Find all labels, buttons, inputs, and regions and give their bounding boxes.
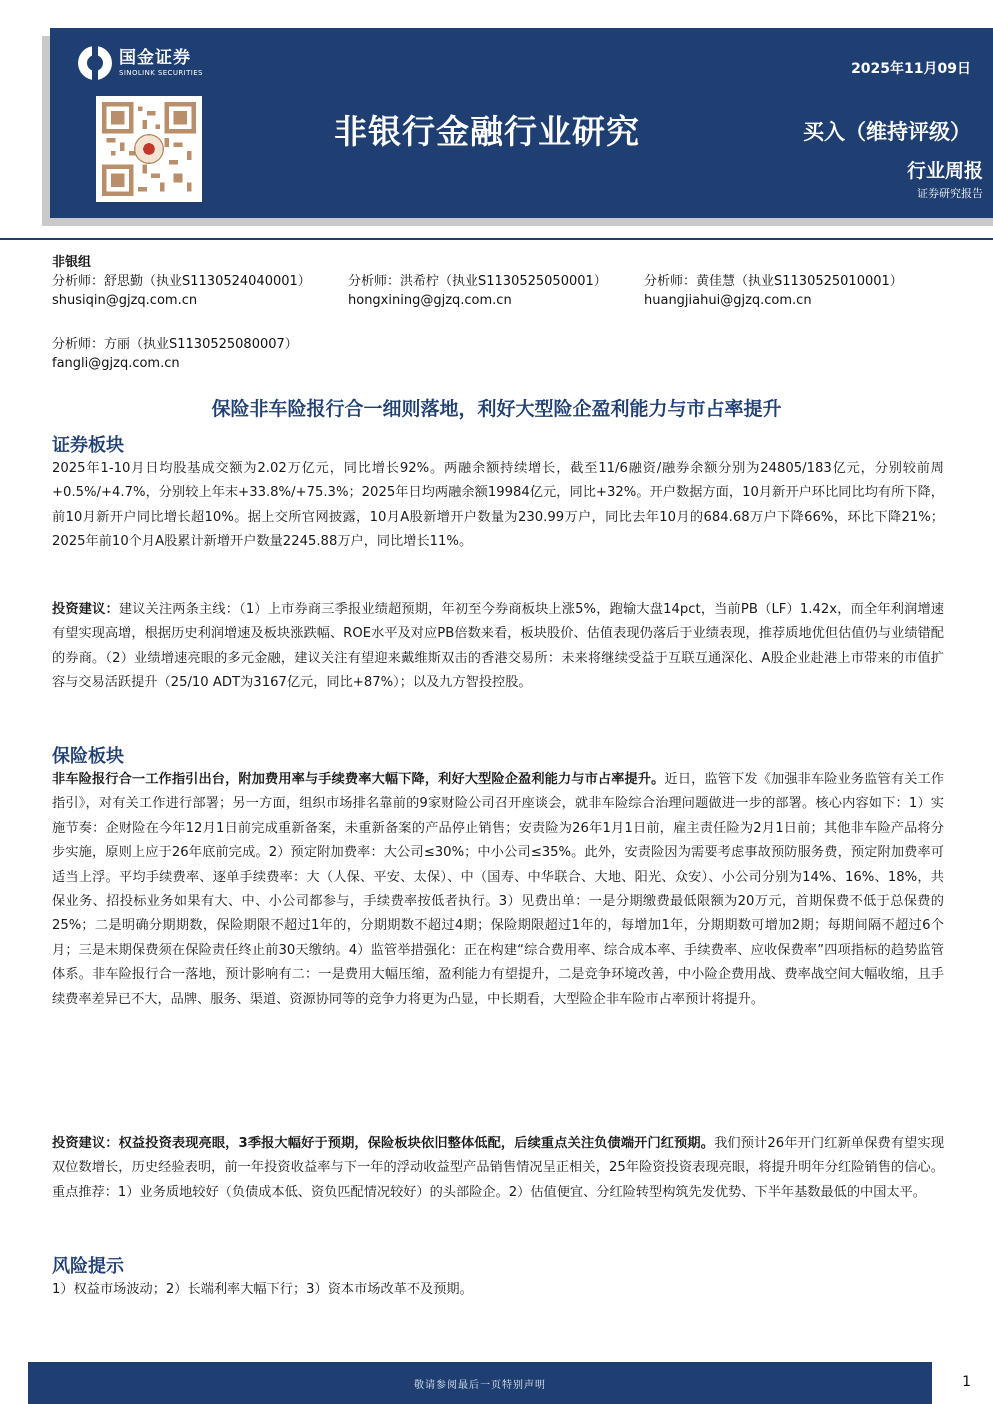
analyst-name: 分析师：洪希柠（执业S1130525050001）	[348, 274, 607, 289]
analyst-email[interactable]: huangjiahui@gjzq.com.cn	[644, 293, 812, 308]
analyst-item	[348, 272, 644, 310]
insurance-summary-text: 近日，监管下发《加强非车险业务监管有关工作指引》，对有关工作进行部署；另一方面，组织市场排名靠前的9家财险公司召开座谈会，就非车险综合治理问题做进一步的部署。核心内容如下：1）实施节奏：企财险在今年12月1日前完成重新备案，未重新备案的产品停止销售；安责险为26年1月1日前，雇主责任险为2月1日前；其他非车险产品将分步实施，原则上应于26年底前完成。2）预定附加费率：大公司≤30%；中小公司≤35%。此外，安责险因为需要考虑事故预防服务费，预定附加费率可适当上浮。平均手续费率、逐单手续费率：大（人保、平安、太保）、中（国寿、中华联合、大地、阳光、众安）、小公司分别为14%、16%、18%，共保业务、招投标业务如果有大、中、小公司都参与，手续费率按低者执行。3）见费出单：一是分期缴费最低限额为20万元，首期保费不低于总保费的25%；二是明确分期期数，保险期限不超过1年的，分期期数不超过4期；保险期限超过1年的，每增加1年，分期期数可增加2期；每期间隔不超过6个月；三是末期保费须在保险责任终止前30天缴纳。4）监管举措强化：正在构建“综合费用率、综合成本率、手续费率、应收保费率”四项指标的趋势监管体系。非车险报行合一落地，预计影响有二：一是费用大幅压缩，盈利能力有望提升，二是竞争环境改善，中小险企费用战、费率战空间大幅收缩，且手续费率差异已不大，品牌、服务、渠道、资源协同等的竞争力将更为凸显，中长期看，大型险企非车险市占率预计将提升。	[52, 772, 945, 1007]
company-logo	[78, 46, 203, 80]
securities-paragraph-2	[52, 598, 944, 696]
risk-paragraph: 1）权益市场波动；2）长端利率大幅下行；3）资本市场改革不及预期。	[52, 1282, 473, 1297]
footer-disclaimer	[28, 1362, 932, 1404]
logo-cn: 国金证券	[119, 48, 191, 68]
logo-text	[119, 48, 203, 78]
analyst-name: 分析师：舒思勤（执业S1130524040001）	[52, 274, 311, 289]
report-type: 行业周报	[906, 160, 983, 182]
securities-paragraph-1: 2025年1-10月日均股基成交额为2.02万亿元，同比增长92%。两融余额持续增长，截至11/6融资/融券余额分别为24805/183亿元，分别较前周+0.5%/+4.7%，分别较上年末+33.8%/+75.3%；2025年日均两融余额19984亿元，同比+32%。开户数据方面，10月新开户环比同比均有所下降，前10月新开户同比增长超10%。据上交所官网披露，10月A股新增开户数量为230.99万户，同比去年10月的684.68万户下降66%，环比下降21%；2025年前10个月A股累计新增开户数量2245.88万户，同比增长11%。	[52, 461, 944, 550]
analyst-email[interactable]: hongxining@gjzq.com.cn	[348, 293, 512, 308]
analyst-row-1	[52, 272, 952, 310]
analyst-row-2	[52, 335, 952, 373]
analyst-group: 非银组	[52, 255, 92, 270]
rating: 买入（维持评级）	[803, 120, 971, 144]
logo-mark-icon	[78, 46, 112, 80]
analyst-name: 分析师：方丽（执业S1130525080007）	[52, 337, 298, 352]
insurance-summary-lead: 非车险报行合一工作指引出台，附加费用率与手续费率大幅下降，利好大型险企盈利能力与市占率提升。	[52, 772, 665, 787]
analyst-item	[644, 272, 940, 310]
qr-code-icon	[96, 96, 202, 202]
analyst-item	[52, 272, 348, 310]
logo-en: SINOLINK SECURITIES	[119, 69, 203, 77]
disclaimer-text[interactable]: 敬请参阅最后一页特别声明	[414, 1379, 546, 1391]
section-title-insurance: 保险板块	[52, 746, 124, 767]
analyst-item	[52, 335, 348, 373]
insurance-paragraph-2	[52, 1132, 944, 1205]
report-headline: 保险非车险报行合一细则落地，利好大型险企盈利能力与市占率提升	[211, 398, 782, 420]
securities-advice-lead: 投资建议：	[52, 602, 119, 617]
analyst-email[interactable]: shusiqin@gjzq.com.cn	[52, 293, 198, 308]
report-subtitle: 证券研究报告	[917, 187, 983, 200]
insurance-advice-text: 我们预计26年开门红新单保费有望实现双位数增长，历史经验表明，前一年投资收益率与下一年的浮动收益型产品销售情况呈正相关，25年险资投资表现亮眼，将提升明年分红险销售的信心。重点推荐：1）业务质地较好（负债成本低、资负匹配情况较好）的头部险企。2）估值便宜、分红险转型构筑先发优势、下半年基数最低的中国太平。	[52, 1136, 945, 1200]
report-title: 非银行金融行业研究	[334, 112, 640, 151]
securities-advice-text: 建议关注两条主线：（1）上市券商三季报业绩超预期，年初至今券商板块上涨5%，跑输大盘14pct，当前PB（LF）1.42x，而全年利润增速有望实现高增，根据历史利润增速及板块涨跌幅、ROE水平及对应PB倍数来看，板块股价、估值表现仍落后于业绩表现，推荐质地优但估值仍与业绩错配的券商。（2）业绩增速亮眼的多元金融，建议关注有望迎来戴维斯双击的香港交易所：未来将继续受益于互联互通深化、A股企业赴港上市带来的市值扩容与交易活跃提升（25/10 ADT为3167亿元，同比+87%）；以及九方智投控股。	[52, 602, 944, 691]
analyst-email[interactable]: fangli@gjzq.com.cn	[52, 356, 180, 371]
insurance-paragraph-1	[52, 768, 944, 1012]
page-number: 1	[962, 1374, 971, 1390]
analyst-name: 分析师：黄佳慧（执业S1130525010001）	[644, 274, 903, 289]
header-divider	[0, 238, 993, 240]
analyst-block	[52, 253, 952, 373]
insurance-advice-lead: 投资建议：权益投资表现亮眼，3季报大幅好于预期，保险板块依旧整体低配，后续重点关注负债端开门红预期。	[52, 1136, 715, 1151]
report-date: 2025年11月09日	[851, 61, 971, 77]
section-title-risk: 风险提示	[52, 1256, 124, 1277]
section-title-securities: 证券板块	[52, 435, 124, 456]
